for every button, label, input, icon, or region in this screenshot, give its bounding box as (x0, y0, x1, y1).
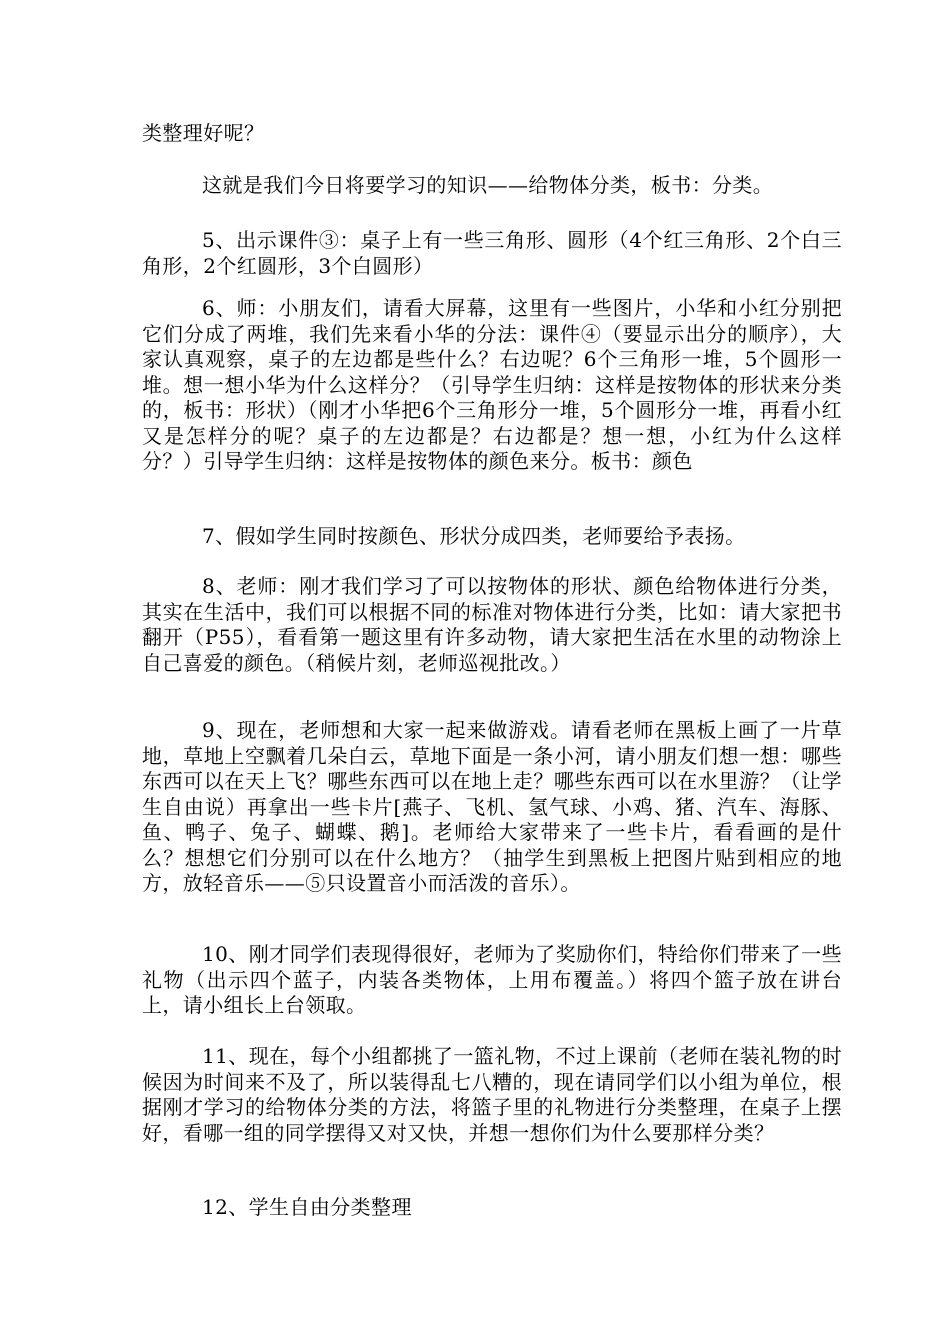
paragraph-intro: 这就是我们今日将要学习的知识——给物体分类，板书：分类。 (202, 173, 774, 197)
paragraph-step-7: 7、假如学生同时按颜色、形状分成四类，老师要给予表扬。 (202, 524, 746, 548)
paragraph-step-10: 10、刚才同学们表现得很好，老师为了奖励你们，特给你们带来了一些礼物（出示四个蓝子，内装各类物体，上用布覆盖。）将四个篮子放在讲台上，请小组长上台领取。 (142, 942, 842, 1017)
paragraph-step-5: 5、出示课件③：桌子上有一些三角形、圆形（4个红三角形、2个白三角形，2个红圆形，3个白圆形） (142, 228, 842, 278)
paragraph-step-8: 8、老师：刚才我们学习了可以按物体的形状、颜色给物体进行分类，其实在生活中，我们可以根据不同的标准对物体进行分类，比如：请大家把书翻开（P55），看看第一题这里有许多动物，请大家把生活在水里的动物涂上自己喜爱的颜色。（稍候片刻，老师巡视批改。） (142, 574, 842, 675)
paragraph-step-12: 12、学生自由分类整理 (202, 1195, 412, 1219)
paragraph-step-11: 11、现在，每个小组都挑了一篮礼物，不过上课前（老师在装礼物的时候因为时间来不及了，所以装得乱七八糟的，现在请同学们以小组为单位，根据刚才学习的给物体分类的方法，将篮子里的礼物进行分类整理，在桌子上摆好，看哪一组的同学摆得又对又快，并想一想你们为什么要那样分类？ (142, 1044, 842, 1145)
paragraph-step-9: 9、现在，老师想和大家一起来做游戏。请看老师在黑板上画了一片草地，草地上空飘着几朵白云，草地下面是一条小河，请小朋友们想一想：哪些东西可以在天上飞？哪些东西可以在地上走？哪些东西可以在水里游？（让学生自由说）再拿出一些卡片[燕子、飞机、氢气球、小鸡、猪、汽车、海豚、鱼、鸭子、兔子、蝴蝶、鹅]。老师给大家带来了一些卡片，看看画的是什么？想想它们分别可以在什么地方？（抽学生到黑板上把图片贴到相应的地方，放轻音乐——⑤只设置音小而活泼的音乐）。 (142, 718, 842, 895)
paragraph-step-6: 6、师：小朋友们，请看大屏幕，这里有一些图片，小华和小红分别把它们分成了两堆，我们先来看小华的分法：课件④（要显示出分的顺序），大家认真观察，桌子的左边都是些什么？右边呢？6个三角形一堆，5个圆形一堆。想一想小华为什么这样分？（引导学生归纳：这样是按物体的形状来分类的，板书：形状）（刚才小华把6个三角形分一堆，5个圆形分一堆，再看小红又是怎样分的呢？桌子的左边都是？右边都是？想一想，小红为什么这样分？）引导学生归纳：这样是按物体的颜色来分。板书：颜色 (142, 296, 842, 473)
paragraph-continuation: 类整理好呢？ (142, 121, 265, 145)
